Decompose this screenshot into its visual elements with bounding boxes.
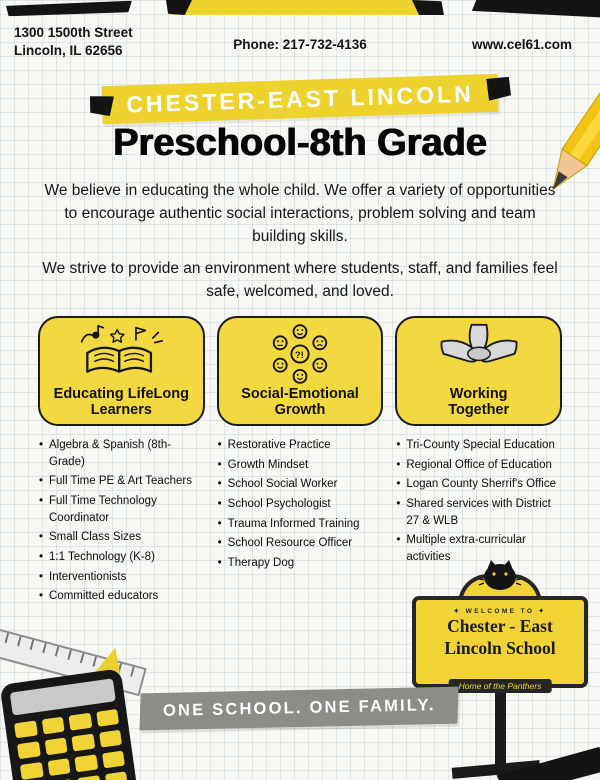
calculator-key <box>96 709 119 727</box>
list-item: • Committed educators <box>38 588 205 605</box>
list-social-emotional <box>217 437 384 608</box>
list-educating <box>38 437 205 608</box>
panther-icon <box>478 558 522 597</box>
card-title: Educating LifeLong Learners <box>46 386 196 419</box>
calculator-key <box>77 775 100 780</box>
stacked-hands-icon <box>435 323 523 384</box>
address-line-1: 1300 1500th Street <box>14 25 133 40</box>
list-item: • 1:1 Technology (K-8) <box>38 549 205 566</box>
card-social-emotional-growth <box>217 316 384 426</box>
calculator-key <box>44 737 67 755</box>
list-item: • Shared services with District 27 & WLB <box>395 496 562 529</box>
sign-tagline: Home of the Panthers <box>449 679 552 693</box>
card-working-together <box>395 316 562 426</box>
list-item: • Algebra & Spanish (8th-Grade) <box>38 437 205 470</box>
motto-banner <box>139 687 458 731</box>
calculator-key <box>47 758 70 776</box>
calculator-key <box>71 734 94 752</box>
sign-school-name-line2: Lincoln School <box>444 637 556 658</box>
calculator-key <box>99 730 122 748</box>
calculator-screen <box>10 678 116 715</box>
open-book-doodles-icon <box>71 323 171 386</box>
svg-text:?!: ?! <box>294 349 304 361</box>
motto-text: ONE SCHOOL. ONE FAMILY. <box>162 696 436 720</box>
intro-paragraph-2: We strive to provide an environment where students, staff, and families feel safe, welcomed, and loved. <box>42 260 558 300</box>
list-item: • Small Class Sizes <box>38 529 205 546</box>
card-title: Working Together <box>434 386 524 419</box>
list-item: • Full Time Technology Coordinator <box>38 493 205 526</box>
list-item: • School Resource Officer <box>217 535 384 552</box>
card-educating-lifelong-learners <box>38 316 205 426</box>
calculator-key <box>14 720 37 738</box>
sign-board <box>412 596 588 691</box>
list-item: • Logan County Sherrif's Office <box>395 476 562 493</box>
yellow-tape-top-icon <box>170 0 422 15</box>
sign-school-name-line1: Chester - East <box>447 616 553 636</box>
website-url: www.cel61.com <box>471 37 572 52</box>
list-item: • School Social Worker <box>217 476 384 493</box>
school-name-banner <box>102 74 499 124</box>
grade-range-title: Preschool-8th Grade <box>113 122 487 164</box>
black-tape-top-right-icon <box>472 0 600 18</box>
black-tape-top-left-icon <box>6 1 132 17</box>
list-item: • Tri-County Special Education <box>395 437 562 454</box>
phone-number: Phone: 217-732-4136 <box>233 37 367 52</box>
list-item: • Multiple extra-curricular activities <box>395 532 562 565</box>
calculator-icon <box>0 668 138 780</box>
intro-paragraph-1: We believe in educating the whole child. We offer a variety of opportunities to encourage authentic social interactions, problem solving and team building skills. <box>44 182 556 245</box>
sign-post <box>495 686 506 774</box>
calculator-key <box>102 751 125 769</box>
address-line-2: Lincoln, IL 62656 <box>14 43 123 59</box>
list-item: • Full Time PE & Art Teachers <box>38 473 205 490</box>
list-item: • School Psychologist <box>217 496 384 513</box>
calculator-key <box>68 713 91 731</box>
school-name: CHESTER-EAST LINCOLN <box>125 80 475 117</box>
list-item: • Restorative Practice <box>217 437 384 454</box>
list-item: • Regional Office of Education <box>395 457 562 474</box>
school-sign <box>408 570 592 780</box>
list-item: • Therapy Dog <box>217 555 384 572</box>
calculator-key <box>104 771 127 780</box>
calculator-key <box>17 741 40 759</box>
list-item: • Growth Mindset <box>217 457 384 474</box>
list-item: • Trauma Informed Training <box>217 516 384 533</box>
card-title: Social-Emotional Growth <box>230 386 370 419</box>
calculator-key <box>20 762 43 780</box>
emotion-faces-circle-icon <box>269 323 331 390</box>
program-cards <box>38 316 562 426</box>
sign-welcome-text: ✦ WELCOME TO ✦ <box>416 607 584 615</box>
calculator-keys <box>14 709 128 780</box>
calculator-key <box>41 717 64 735</box>
calculator-key <box>74 754 97 772</box>
list-item: • Interventionists <box>38 569 205 586</box>
